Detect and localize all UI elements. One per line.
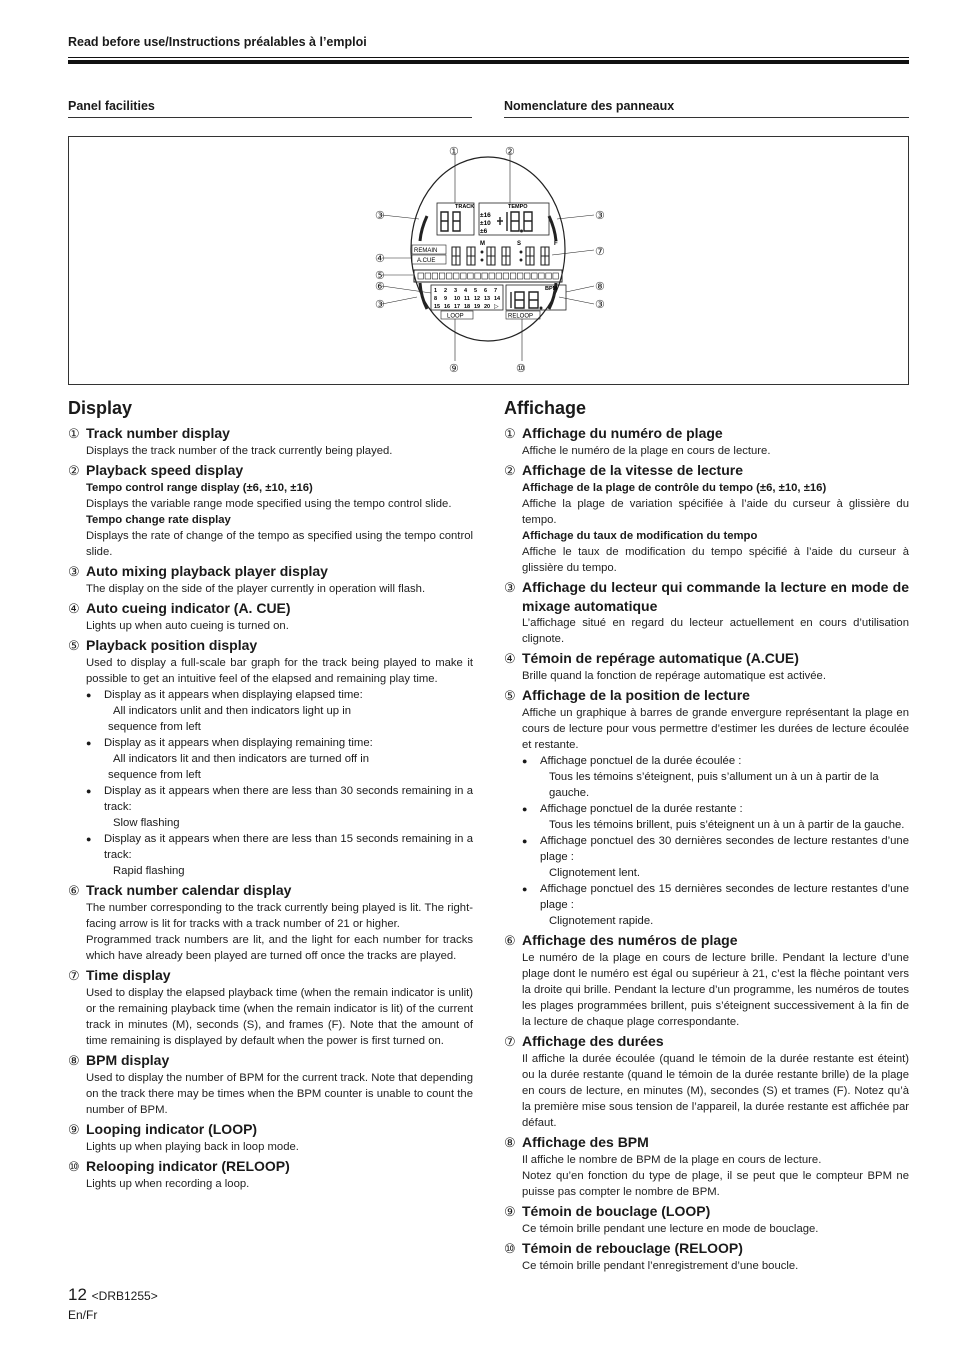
section-rule-left bbox=[68, 117, 472, 118]
tempo-digits bbox=[497, 212, 532, 232]
item-en-3: ③ Auto mixing playback player display The display on the side of the player currently in operation will flash. bbox=[68, 563, 426, 595]
track-calendar-number: 19 bbox=[474, 304, 481, 310]
language-code: En/Fr bbox=[68, 1308, 98, 1322]
minutes-label: M bbox=[480, 241, 485, 247]
item-fr-10: ⑩ Témoin de rebouclage (RELOOP) Ce témoin brille pendant l’enregistrement d’une boucle. bbox=[504, 1240, 799, 1272]
track-calendar-number: 7 bbox=[494, 288, 498, 294]
bar-segment bbox=[418, 273, 424, 279]
track-calendar-number: 15 bbox=[434, 304, 441, 310]
callout-10: ⑩ bbox=[516, 363, 526, 375]
item-fr-7: ⑦ Affichage des durées Il affiche la durée écoulée (quand le témoin de la durée restante est éteint) ou la durée restante (quand le témoin de la durée restante brille) de la plage en cours de lecture, en minutes (M), secondes (S) et trames (F). Notez qu’à la première mise sous tension de l’appareil, la durée restante est affichée par défaut. bbox=[504, 1033, 909, 1129]
track-calendar-number: 4 bbox=[464, 288, 468, 294]
section-rule-right bbox=[504, 117, 909, 118]
callout-6: ⑥ bbox=[375, 281, 385, 293]
loop-label: LOOP bbox=[447, 313, 464, 320]
section-label-right: Nomenclature des panneaux bbox=[504, 99, 675, 113]
item-fr-6: ⑥ Affichage des numéros de plage Le numéro de la plage en cours de lecture brille. Pendant la lecture d’une plage dont le numéro est égal ou supérieur à 21, c’est la flèche pointant vers la droite qui brille. Pendant la lecture d’un programme, les numéros de toutes les plages programmées brillent, puis s’éteignent successivement à la fin de la lecture de chaque plage correspondante. bbox=[504, 932, 909, 1028]
bar-segment bbox=[546, 273, 552, 279]
header-rule-thick bbox=[68, 60, 909, 64]
track-calendar-number: 10 bbox=[454, 296, 461, 302]
track-calendar-number: 18 bbox=[464, 304, 471, 310]
tempo-range-16: ±16 bbox=[480, 212, 491, 219]
item-en-8: ⑧ BPM display Used to display the number of BPM for the current track. Note that depending on the track there may be times when the BPM counter is unable to count the number of BPM. bbox=[68, 1052, 473, 1116]
bar-segment bbox=[489, 273, 495, 279]
document-code: <DRB1255> bbox=[91, 1289, 158, 1303]
track-calendar-number: 9 bbox=[444, 296, 448, 302]
item-fr-9: ⑨ Témoin de bouclage (LOOP) Ce témoin brille pendant une lecture en mode de bouclage. bbox=[504, 1203, 819, 1235]
bar-segment bbox=[482, 273, 488, 279]
bar-segment bbox=[553, 273, 559, 279]
track-calendar-number: 20 bbox=[484, 304, 491, 310]
item-en-9: ⑨ Looping indicator (LOOP) Lights up when playing back in loop mode. bbox=[68, 1121, 299, 1153]
callout-9: ⑨ bbox=[449, 363, 459, 375]
automix-arc-right-top bbox=[549, 216, 556, 241]
section-label-left: Panel facilities bbox=[68, 99, 155, 113]
track-calendar-number: 1 bbox=[434, 288, 438, 294]
callout-3d: ③ bbox=[595, 299, 605, 311]
position-bar-graph bbox=[414, 270, 562, 282]
position-bar-segments bbox=[418, 273, 558, 279]
bar-segment bbox=[461, 273, 467, 279]
page-number: 12 bbox=[68, 1285, 87, 1304]
item-fr-2: ② Affichage de la vitesse de lecture Affichage de la plage de contrôle du tempo (±6, ±10, ±16) Affiche la plage de variation spécifiée à l’aide du curseur à glissière du tempo. Affichage du taux de modification du tempo Affiche le taux de modification du tempo spécifié à l’aide du curseur à glissière du tempo. bbox=[504, 462, 909, 574]
callout-8: ⑧ bbox=[595, 281, 605, 293]
item-en-4: ④ Auto cueing indicator (A. CUE) Lights up when auto cueing is turned on. bbox=[68, 600, 291, 632]
callout-2: ② bbox=[505, 146, 515, 158]
display-diagram bbox=[69, 137, 908, 384]
remain-label: REMAIN bbox=[414, 248, 438, 254]
bar-segment bbox=[446, 273, 452, 279]
bpm-digits bbox=[511, 292, 542, 309]
display-diagram-frame bbox=[68, 136, 909, 385]
leader-lines bbox=[382, 154, 594, 361]
track-calendar bbox=[434, 288, 501, 310]
bar-segment bbox=[496, 273, 502, 279]
track-calendar-number: 8 bbox=[434, 296, 438, 302]
track-calendar-number: 11 bbox=[464, 296, 470, 302]
tempo-range-6: ±6 bbox=[480, 228, 488, 235]
frames-label: F bbox=[554, 241, 558, 247]
display-section-en bbox=[68, 398, 473, 1194]
tempo-range-10: ±10 bbox=[480, 220, 491, 227]
bar-segment bbox=[454, 273, 460, 279]
page-footer bbox=[68, 1285, 158, 1305]
item-fr-8: ⑧ Affichage des BPM Il affiche le nombre de BPM de la plage en cours de lecture. Notez qu’en fonction du type de plage, il se peut que le compteur BPM ne puisse pas compter le nombre de BPM. bbox=[504, 1134, 909, 1198]
reloop-label: RELOOP bbox=[508, 313, 534, 320]
track-calendar-number: 16 bbox=[444, 304, 451, 310]
track-calendar-number: 14 bbox=[494, 296, 501, 302]
track-calendar-number: 3 bbox=[454, 288, 458, 294]
bar-segment bbox=[539, 273, 545, 279]
item-en-10: ⑩ Relooping indicator (RELOOP) Lights up when recording a loop. bbox=[68, 1158, 290, 1190]
bar-segment bbox=[439, 273, 445, 279]
track-calendar-arrow: ▷ bbox=[494, 304, 499, 310]
track-calendar-number: 17 bbox=[454, 304, 461, 310]
item-en-2: ② Playback speed display Tempo control range display (±6, ±10, ±16) Displays the variable range mode specified using the tempo control slide. Tempo change rate display Displays the rate of change of the tempo as specified using the tempo control slide. bbox=[68, 462, 473, 558]
automix-arc-left-top bbox=[420, 216, 427, 241]
item-fr-4: ④ Témoin de repérage automatique (A.CUE) Brille quand la fonction de repérage automatique est activée. bbox=[504, 650, 826, 682]
track-calendar-number: 5 bbox=[474, 288, 478, 294]
item-en-6: ⑥ Track number calendar display The number corresponding to the track currently being played is lit. The right-facing arrow is lit for tracks with a track number of 21 or higher. Programmed track numbers are lit, and the light for each number for tracks which have already been played are turned off once the tracks are played. bbox=[68, 882, 473, 962]
track-calendar-number: 2 bbox=[444, 288, 448, 294]
callout-4: ④ bbox=[375, 253, 385, 265]
display-section-fr bbox=[504, 398, 909, 1276]
bar-segment bbox=[475, 273, 481, 279]
item-fr-3: ③ Affichage du lecteur qui commande la lecture en mode de mixage automatique L’affichage situé en regard du lecteur actuellement en cours d’utilisation clignote. bbox=[504, 579, 909, 645]
callout-3a: ③ bbox=[375, 210, 385, 222]
item-fr-1: ① Affichage du numéro de plage Affiche le numéro de la plage en cours de lecture. bbox=[504, 425, 771, 457]
bar-segment bbox=[503, 273, 509, 279]
item-en-7: ⑦ Time display Used to display the elapsed playback time (when the remain indicator is unlit) or the remaining playback time (when the remain indicator is lit) of the current track in minutes (M), seconds (S), and frames (F). Note that the amount of time remaining is displayed by default when the power is first turned on. bbox=[68, 967, 473, 1047]
time-digits bbox=[452, 247, 549, 265]
bar-segment bbox=[532, 273, 538, 279]
item-en-5: ⑤ Playback position display Used to display a full-scale bar graph for the track being played to make it possible to get an intuitive feel of the elapsed and remaining play time. ● Display as it appears when displaying elapsed time: All indicators unlit and then indicators light up in sequence from left ● Display as it appears when displaying remaining time: All indicators lit and then indicators are turned off in sequence from left ● Display as it appears when there are less than 30 seconds remaining in a track: Slow flashing ● Display as it appears when there are less than 15 seconds remaining in a track: Rapid flashing bbox=[68, 636, 473, 879]
tempo-label: TEMPO bbox=[508, 204, 528, 210]
callout-7: ⑦ bbox=[595, 246, 605, 258]
bar-segment bbox=[525, 273, 531, 279]
section-heading-fr: Affichage bbox=[504, 398, 587, 418]
callout-1: ① bbox=[449, 146, 459, 158]
bar-segment bbox=[425, 273, 431, 279]
automix-arc-left-bottom bbox=[420, 283, 427, 309]
bpm-label: BPM bbox=[545, 286, 558, 292]
bar-segment bbox=[517, 273, 523, 279]
callout-5: ⑤ bbox=[375, 270, 385, 282]
bar-segment bbox=[468, 273, 474, 279]
item-fr-5: ⑤ Affichage de la position de lecture Affiche un graphique à barres de grande envergure représentant la plage en cours de lecture pour vous permettre d’estimer les durées de lecture écoulée et restante. ● Affichage ponctuel de la durée écoulée : Tous les témoins s’éteignent, puis s’allument un à un à partir de la gauche. ● Affichage ponctuel de la durée restante : Tous les témoins brillent, puis s’éteignent un à un à partir de la gauche. ● Affichage ponctuel des 30 dernières secondes de lecture restantes d’une plage : Clignotement lent. ● Affichage ponctuel des 15 dernières secondes de lecture restantes d’une plage : Clignotement rapide. bbox=[504, 686, 909, 929]
track-calendar-number: 12 bbox=[474, 296, 481, 302]
page-header-title: Read before use/Instructions préalables à l’emploi bbox=[68, 35, 367, 49]
callout-3c: ③ bbox=[375, 299, 385, 311]
track-calendar-number: 6 bbox=[484, 288, 488, 294]
bar-segment bbox=[432, 273, 438, 279]
header-rule-thin bbox=[68, 57, 909, 58]
track-calendar-number: 13 bbox=[484, 296, 491, 302]
callout-3b: ③ bbox=[595, 210, 605, 222]
track-label: TRACK bbox=[455, 204, 475, 210]
track-digits bbox=[441, 212, 460, 231]
acue-label: A.CUE bbox=[417, 258, 436, 264]
item-en-1: ① Track number display Displays the track number of the track currently being played. bbox=[68, 425, 393, 457]
seconds-label: S bbox=[517, 241, 522, 247]
bar-segment bbox=[510, 273, 516, 279]
section-heading-en: Display bbox=[68, 398, 133, 418]
